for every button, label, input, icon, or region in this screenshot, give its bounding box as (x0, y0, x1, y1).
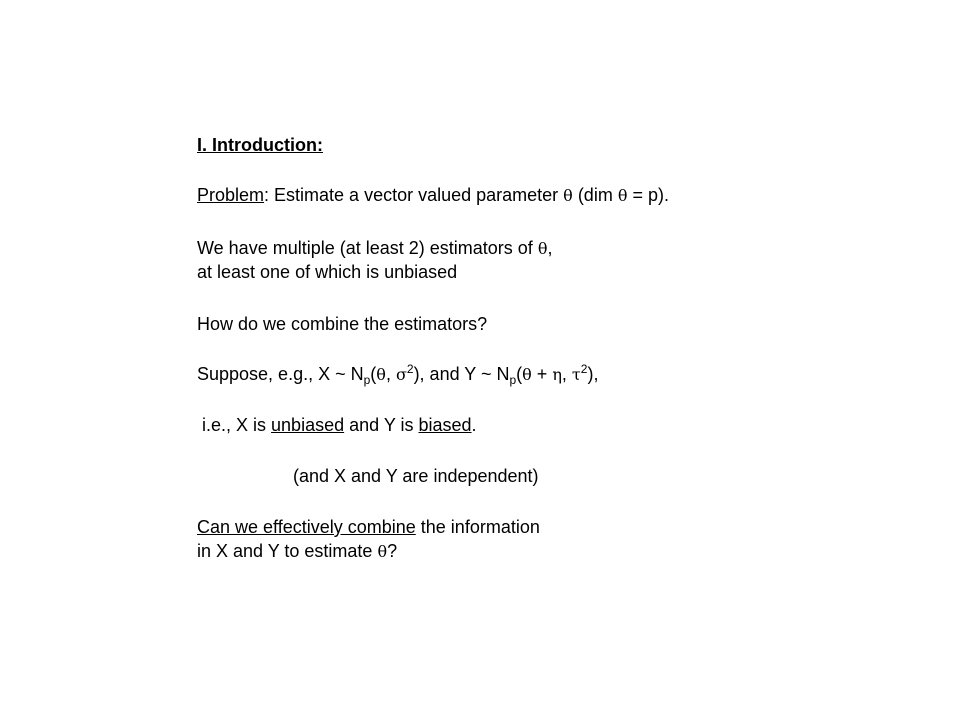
combine-question: How do we combine the estimators? (197, 314, 488, 334)
superscript-2: 2 (580, 362, 588, 376)
suppose-text: Suppose, e.g., X ~ N (197, 364, 364, 384)
theta-symbol: θ (522, 365, 532, 384)
period: . (471, 415, 477, 435)
ie-text: and Y is (344, 415, 419, 435)
paren: ( (370, 364, 377, 384)
subscript-p: p (509, 373, 517, 387)
estimate-text: in X and Y to estimate (197, 541, 378, 561)
question-mark: ? (387, 541, 398, 561)
estimate-line (197, 540, 397, 563)
sigma-symbol: σ (395, 365, 407, 384)
problem-dim-close: = p). (627, 185, 669, 205)
effectively-underlined: Can we effectively combine (197, 517, 416, 537)
effectively-rest: the information (415, 517, 540, 537)
multiple-estimators-line (197, 237, 552, 260)
paren: ( (516, 364, 523, 384)
comma: , (385, 364, 396, 384)
unbiased-word: unbiased (271, 415, 345, 435)
unbiased-line: at least one of which is unbiased (197, 262, 458, 282)
comma: , (561, 364, 572, 384)
theta-symbol: θ (377, 542, 388, 561)
ie-text: i.e., X is (197, 415, 272, 435)
subscript-p: p (363, 373, 371, 387)
suppose-line (197, 363, 598, 386)
suppose-text: ), and Y ~ N (413, 364, 510, 384)
problem-label: Problem (197, 185, 265, 205)
biased-word: biased (418, 415, 472, 435)
theta-symbol: θ (563, 186, 573, 205)
ie-line (197, 414, 477, 436)
multiple-estimators-comma: , (547, 238, 553, 258)
effectively-line (197, 516, 540, 538)
section-heading: I. Introduction: (197, 135, 323, 155)
plus: + (531, 364, 553, 384)
problem-text: : Estimate a vector valued parameter (264, 185, 564, 205)
independence-note: (and X and Y are independent) (293, 466, 539, 486)
theta-symbol: θ (376, 365, 386, 384)
theta-symbol: θ (617, 186, 628, 205)
paren-close: ), (587, 364, 599, 384)
tau-symbol: τ (571, 365, 581, 384)
superscript-2: 2 (406, 362, 414, 376)
theta-symbol: θ (537, 239, 548, 258)
multiple-estimators-text: We have multiple (at least 2) estimators of (197, 238, 538, 258)
problem-dim-open: (dim (572, 185, 618, 205)
problem-statement (197, 184, 669, 207)
eta-symbol: η (552, 365, 562, 384)
